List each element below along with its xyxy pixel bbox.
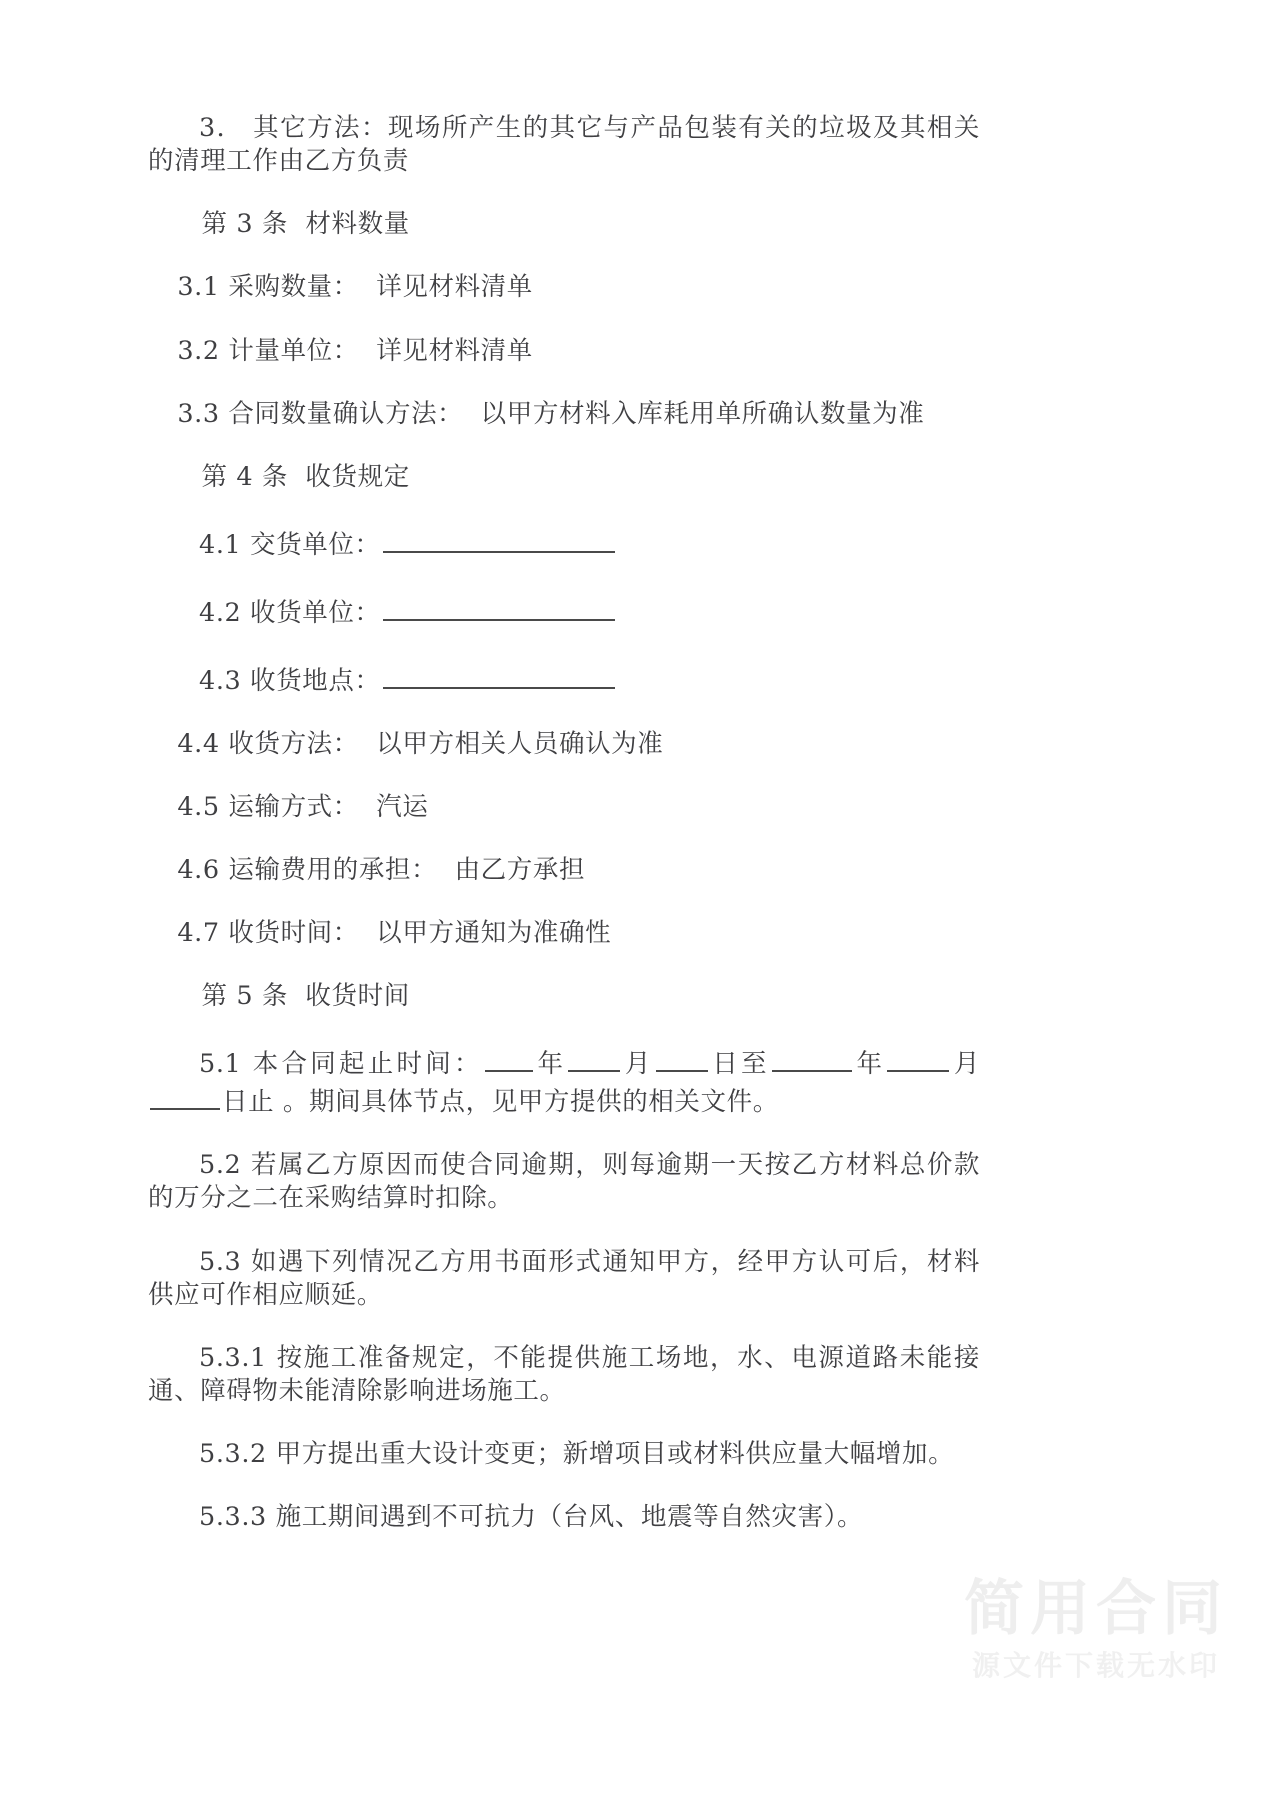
unit-year-start: 年 (534, 1049, 567, 1080)
spacer (148, 1216, 980, 1246)
start-year-blank[interactable] (485, 1043, 533, 1072)
paragraph-4-4: 4.4 收货方法： 以甲方相关人员确认为准 (177, 728, 664, 759)
paragraph-5-2: 5.2 若属乙方原因而使合同逾期，则每逾期一天按乙方材料总价款的万分之二在采购结算时扣除。 (148, 1150, 980, 1214)
spacer (148, 562, 980, 592)
spacer (148, 1312, 980, 1342)
spacer (148, 950, 980, 980)
watermark (964, 1574, 1228, 1683)
paragraph-3-3: 3.3 合同数量确认方法： 以甲方材料入库耗用单所确认数量为准 (177, 398, 925, 429)
end-month-blank[interactable] (887, 1043, 949, 1072)
field-row-receiving-unit (148, 592, 980, 630)
paragraph-5-3: 5.3 如遇下列情况乙方用书面形式通知甲方，经甲方认可后，材料供应可作相应顺延。 (148, 1246, 980, 1310)
document-body (148, 112, 980, 1534)
spacer (148, 368, 980, 398)
spacer (148, 824, 980, 854)
paragraph-4-7: 4.7 收货时间： 以甲方通知为准确性 (177, 918, 612, 949)
watermark-subtitle: 源文件下载无水印 (971, 1649, 1220, 1683)
field-row-receiving-place (148, 660, 980, 698)
paragraph-5-1 (148, 1043, 980, 1119)
spacer (148, 698, 980, 728)
start-day-blank[interactable] (656, 1043, 708, 1072)
paragraph-3-1: 3.1 采购数量： 详见材料清单 (177, 272, 533, 303)
receiving-unit-blank[interactable] (383, 592, 615, 621)
contract-period-label: 5.1 本合同起止时间： (199, 1049, 483, 1080)
paragraph-5-3-2: 5.3.2 甲方提出重大设计变更；新增项目或材料供应量大幅增加。 (199, 1439, 955, 1470)
field-row-delivery-unit (148, 524, 980, 562)
spacer (148, 630, 980, 660)
field-label-4-1: 4.1 交货单位： (199, 529, 381, 560)
paragraph-4-5: 4.5 运输方式： 汽运 (177, 791, 429, 822)
spacer (148, 887, 980, 917)
delivery-unit-blank[interactable] (383, 524, 615, 553)
paragraph-5-3-3: 5.3.3 施工期间遇到不可抗力（台风、地震等自然灾害）。 (199, 1502, 864, 1533)
unit-day-start: 日至 (709, 1049, 770, 1080)
paragraph-other-method: 3． 其它方法：现场所产生的其它与产品包装有关的垃圾及其相关的清理工作由乙方负责 (148, 113, 980, 177)
start-month-blank[interactable] (568, 1043, 620, 1072)
spacer (148, 305, 980, 335)
paragraph-5-3-1: 5.3.1 按施工准备规定，不能提供施工场地，水、电源道路未能接通、障碍物未能清除影响进场施工。 (148, 1342, 980, 1406)
watermark-brand: 简用合同 (964, 1574, 1228, 1645)
unit-month-end: 月 (951, 1049, 980, 1080)
paragraph-4-6: 4.6 运输费用的承担： 由乙方承担 (177, 854, 586, 885)
spacer (148, 761, 980, 791)
spacer (148, 1013, 980, 1043)
spacer (148, 178, 980, 208)
spacer (148, 241, 980, 271)
spacer (148, 494, 980, 524)
spacer (148, 1119, 980, 1149)
heading-article-3: 第 3 条 材料数量 (201, 209, 410, 240)
end-year-blank[interactable] (772, 1043, 852, 1072)
spacer (148, 1471, 980, 1501)
heading-article-5: 第 5 条 收货时间 (201, 981, 410, 1012)
spacer (148, 431, 980, 461)
field-label-4-2: 4.2 收货单位： (199, 597, 381, 628)
end-day-blank[interactable] (150, 1081, 220, 1110)
paragraph-3-2: 3.2 计量单位： 详见材料清单 (177, 335, 533, 366)
field-label-4-3: 4.3 收货地点： (199, 665, 381, 696)
unit-year-end: 年 (853, 1049, 886, 1080)
period-suffix: 日止 。期间具体节点，见甲方提供的相关文件。 (222, 1087, 779, 1118)
receiving-place-blank[interactable] (383, 660, 615, 689)
spacer (148, 1408, 980, 1438)
unit-month-start: 月 (622, 1049, 654, 1080)
heading-article-4: 第 4 条 收货规定 (201, 461, 410, 492)
